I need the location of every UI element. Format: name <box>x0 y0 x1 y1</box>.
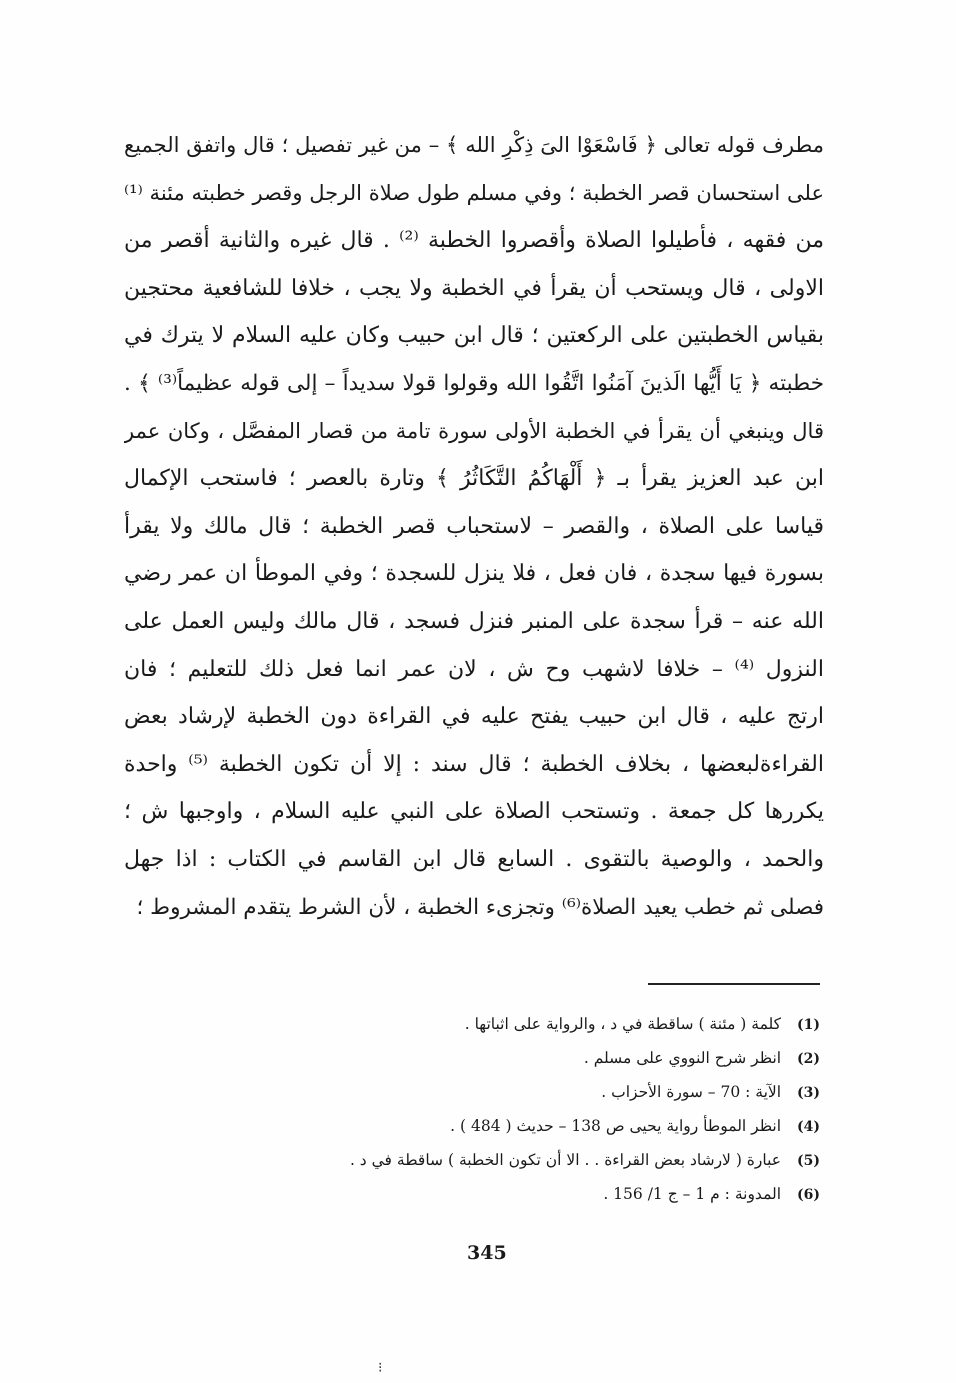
body-text <box>124 122 824 931</box>
footnote <box>300 1041 820 1075</box>
text-line: والحمد ، والوصية بالتقوى . السابع قال ابن القاسم في الكتاب : اذا جهل <box>124 846 824 872</box>
footnote-divider <box>648 983 820 985</box>
footnote-text: انظر الموطأ رواية يحيى ص 138 – حديث ( 484 ) . <box>450 1117 782 1135</box>
footnote-text: الآية : 70 – سورة الأحزاب . <box>601 1083 782 1101</box>
footnote-text: كلمة ( مئنة ) ساقطة في د ، والرواية على اثباتها . <box>464 1015 782 1033</box>
footnote <box>300 1007 820 1041</box>
text-line: قال وينبغي أن يقرأ في الخطبة الأولى سورة تامة من قصار المفصَّل ، وكان عمر <box>124 418 824 443</box>
text-line: ابن عبد العزيز يقرأ بـ ﴿ أَلْهَاكُمُ التَّكَاثُرُ ﴾ وتارة بالعصر ؛ فاستحب الإكمال <box>124 466 824 492</box>
text-line: قياسا على الصلاة ، والقصر – لاستحباب قصر الخطبة ؛ قال مالك ولا يقرأ <box>124 513 824 539</box>
footnote-number: (6) <box>797 1187 820 1203</box>
text-line: القراءةلبعضها ، بخلاف الخطبة ؛ قال سند : إلا أن تكون الخطبة ⁽⁵⁾ واحدة <box>124 751 824 777</box>
footnote-number: (1) <box>797 1017 820 1033</box>
footnote <box>300 1109 820 1143</box>
footnote-text: المدونة : م 1 – ج 1/ 156 . <box>603 1185 782 1203</box>
footnote-number: (3) <box>797 1085 820 1101</box>
footnote-number: (4) <box>797 1119 820 1135</box>
text-line: الاولى ، قال ويستحب أن يقرأ في الخطبة ولا يجب ، خلافا للشافعية محتجين <box>124 275 824 301</box>
text-line: من فقهه ، فأطيلوا الصلاة وأقصروا الخطبة ⁽²⁾ . قال غيره والثانية أقصر من <box>124 228 824 254</box>
text-line: الله عنه – قرأ سجدة على المنبر فنزل فسجد ، قال مالك وليس العمل على <box>124 608 824 634</box>
text-line: النزول ⁽⁴⁾ – خلافا لاشهب وح ش ، لان عمر انما فعل ذلك للتعليم ؛ فان <box>124 656 824 682</box>
footnote-number: (2) <box>797 1051 820 1067</box>
text-line: خطبته ﴿ يَا أَيُّها الَذينَ آمَنُوا اتَّقُوا الله وقولوا قولا سديداً – إلى قوله عظيماً⁽³⁾ ﴾ . <box>124 370 824 396</box>
page-number: 345 <box>467 1242 507 1264</box>
text-line: مطرف قوله تعالى ﴿ فَاسْعَوْا الىَ ذِكْرِ الله ﴾ – من غير تفصيل ؛ قال واتفق الجميع <box>124 133 824 157</box>
text-line: ارتج عليه ، قال ابن حبيب يفتح عليه في القراءة دون الخطبة لإرشاد بعض <box>124 704 824 730</box>
text-line: يكررها كل جمعة . وتستحب الصلاة على النبي عليه السلام ، واوجبها ش ؛ <box>124 799 824 825</box>
footnote-text: انظر شرح النووي على مسلم . <box>583 1049 782 1067</box>
footnote-text: عبارة ( لارشاد بعض القراءة . . الا أن تكون الخطبة ) ساقطة في د . <box>349 1151 782 1169</box>
text-line: فصلى ثم خطب يعيد الصلاة⁽⁶⁾ وتجزىء الخطبة ، لأن الشرط يتقدم المشروط ؛ <box>136 894 824 920</box>
footnote <box>300 1143 820 1177</box>
footnote <box>300 1177 820 1211</box>
footnote-number: (5) <box>797 1153 820 1169</box>
footnote <box>300 1075 820 1109</box>
text-line: على استحسان قصر الخطبة ؛ وفي مسلم طول صلاة الرجل وقصر خطبته مئنة ⁽¹⁾ <box>124 180 824 205</box>
text-line: بسورة فيها سجدة ، فان فعل ، فلا ينزل للسجدة ؛ وفي الموطأ ان عمر رضي <box>124 561 824 587</box>
footnotes <box>300 1007 820 1211</box>
text-line: بقياس الخطبتين على الركعتين ؛ قال ابن حبيب وكان عليه السلام لا يترك في <box>124 323 824 349</box>
scan-speck: ⁝ <box>378 1360 383 1376</box>
